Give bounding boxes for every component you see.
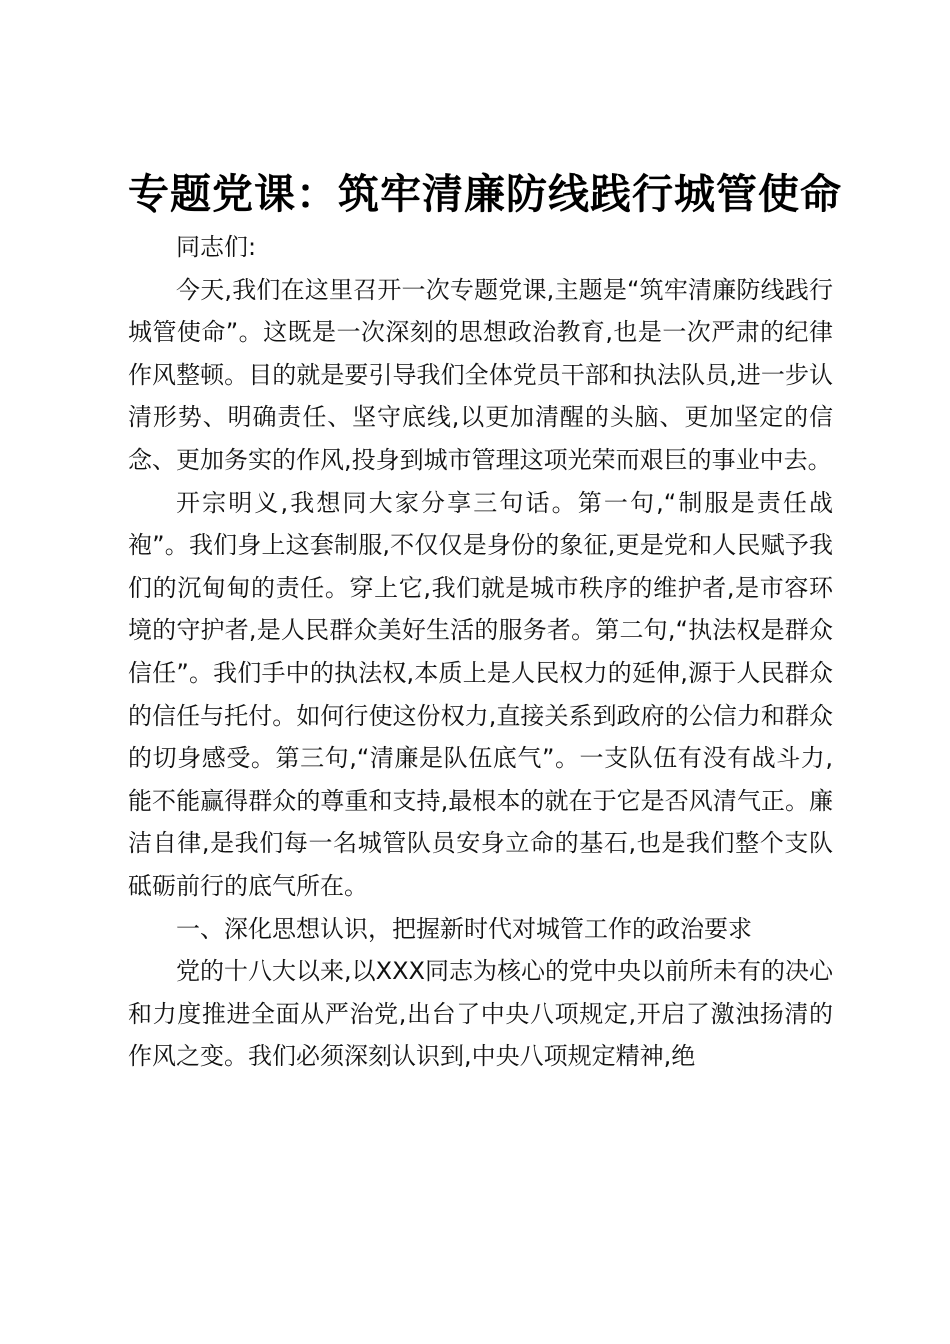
- paragraph-three-sentences: 开宗明义,我想同大家分享三句话。第一句,“制服是责任战袍”。我们身上这套制服,不仅仅是身份的象征,更是党和人民赋予我们的沉甸甸的责任。穿上它,我们就是城市秩序的维护者,是市容环境的守护者,是人民群众美好生活的服务者。第二句,“执法权是群众信任”。我们手中的执法权,本质上是人民权力的延伸,源于人民群众的信任与托付。如何行使这份权力,直接关系到政府的公信力和群众的切身感受。第三句,“清廉是队伍底气”。一支队伍有没有战斗力,能不能赢得群众的尊重和支持,最根本的就在于它是否风清气正。廉洁自律,是我们每一名城管队员安身立命的基石,也是我们整个支队砥砺前行的底气所在。: [128, 488, 833, 900]
- section-paragraph: 党的十八大以来,以XXX同志为核心的党中央以前所未有的决心和力度推进全面从严治党,出台了中央八项规定,开启了激浊扬清的作风之变。我们必须深刻认识到,中央八项规定精神,绝: [128, 957, 833, 1071]
- document-body: [128, 226, 833, 1078]
- document-title: 专题党课：筑牢清廉防线践行城管使命: [128, 170, 842, 218]
- section-heading: 一、深化思想认识，把握新时代对城管工作的政治要求: [176, 914, 752, 943]
- salutation: 同志们:: [176, 233, 257, 261]
- paragraph-intro: 今天,我们在这里召开一次专题党课,主题是“筑牢清廉防线践行城管使命”。这既是一次深刻的思想政治教育,也是一次严肃的纪律作风整顿。目的就是要引导我们全体党员干部和执法队员,进一步认清形势、明确责任、坚守底线,以更加清醒的头脑、更加坚定的信念、更加务实的作风,投身到城市管理这项光荣而艰巨的事业中去。: [128, 275, 833, 474]
